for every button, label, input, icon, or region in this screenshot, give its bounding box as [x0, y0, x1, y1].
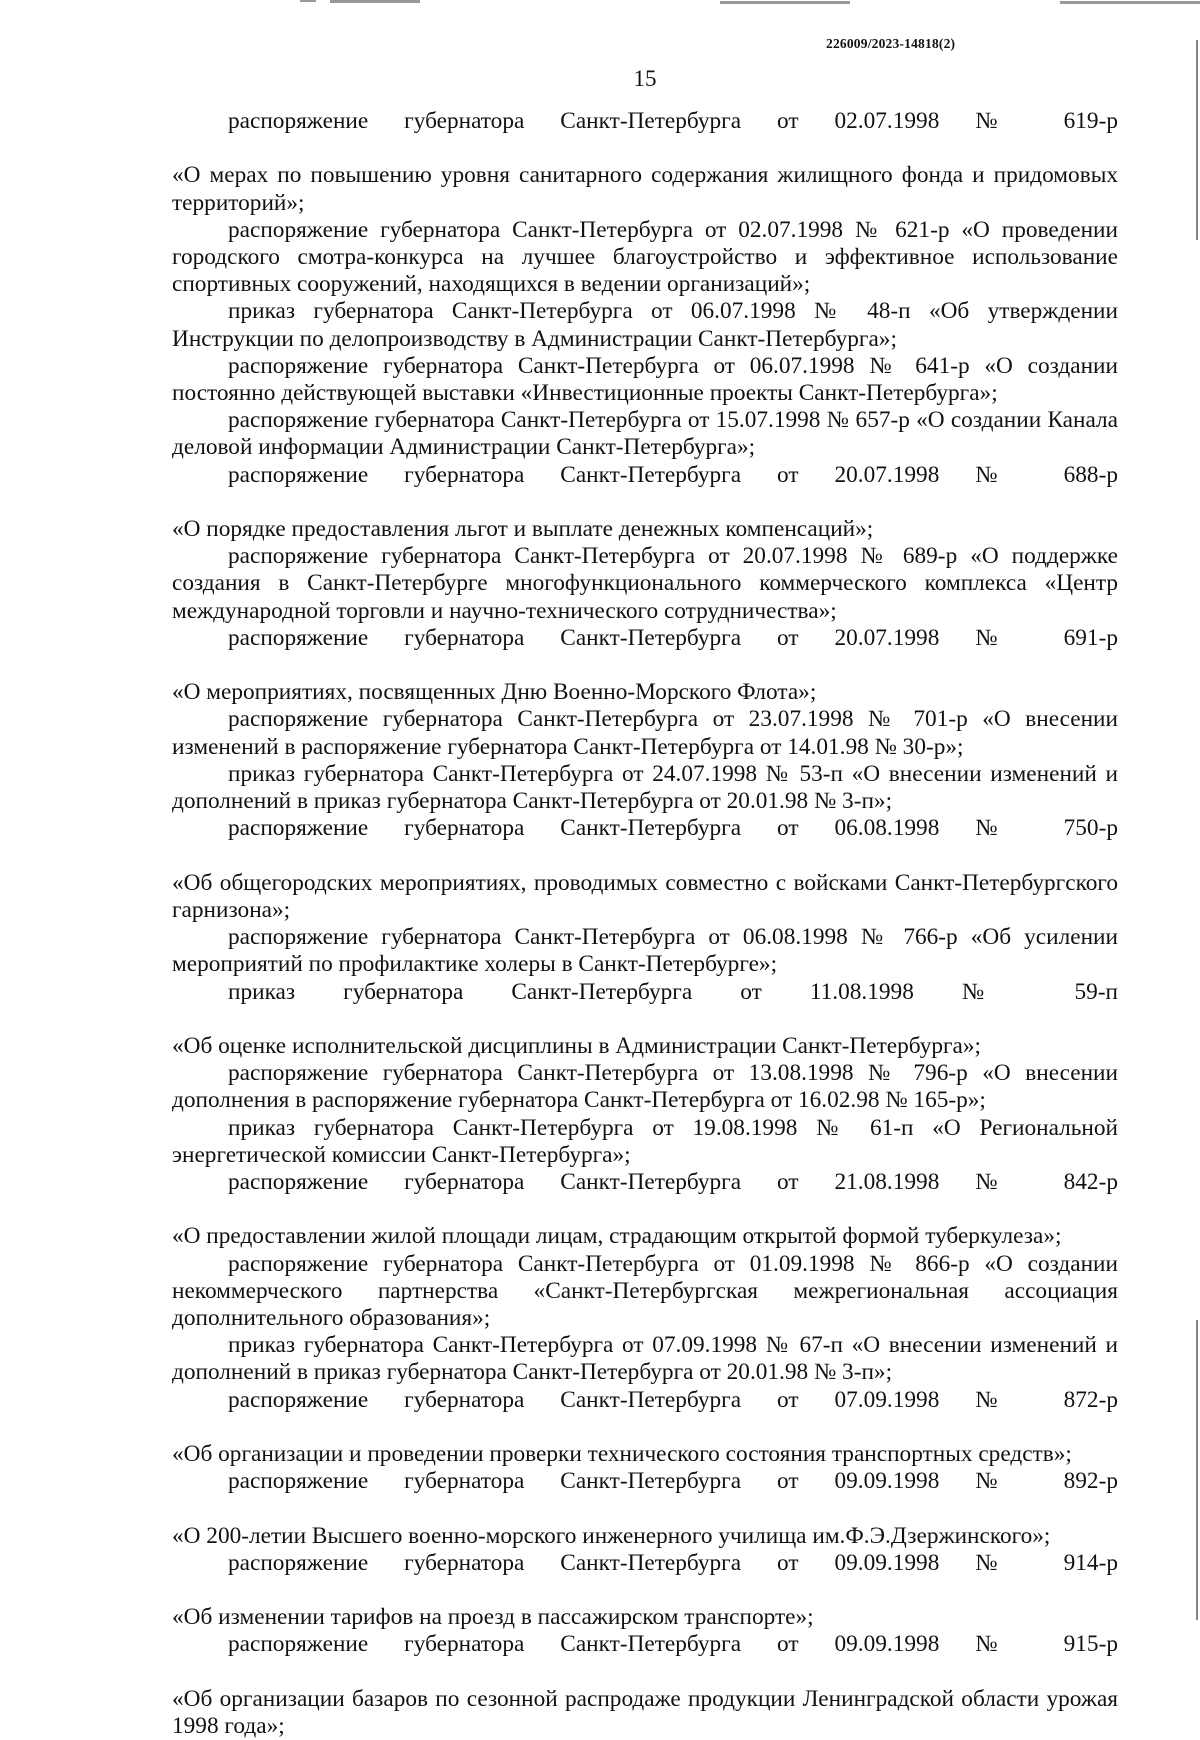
document-entry	[172, 1387, 1118, 1469]
document-entry	[172, 217, 1118, 299]
document-entry	[172, 1060, 1118, 1114]
document-entry	[172, 815, 1118, 924]
document-entry	[172, 108, 1118, 217]
entry-text: распоряжение губернатора Санкт-Петербурга от 06.07.1998 № 641-р «О создании постоянно действующей выставки «Инвестиционные проекты Санкт-Петербурга»;	[172, 352, 1118, 407]
document-entry	[172, 1115, 1118, 1169]
document-entry	[172, 298, 1118, 352]
entry-title: «О 200-летии Высшего военно-морского инженерного училища им.Ф.Э.Дзержинского»;	[172, 1522, 1051, 1549]
scan-edge-right-lower	[1196, 1320, 1198, 1620]
document-entry	[172, 1251, 1118, 1333]
entry-title: «Об изменении тарифов на проезд в пассажирском транспорте»;	[172, 1604, 814, 1631]
entry-text: распоряжение губернатора Санкт-Петербурга от 02.07.1998 № 621-р «О проведении городского смотра-конкурса на лучшее благоустройство и эффективное использование спортивных сооружений, находящихся в ведении организаций»;	[172, 216, 1118, 298]
entry-heading-line: распоряжение губернатора Санкт-Петербурга от 20.07.1998 № 691-р	[228, 624, 1118, 651]
entry-text: распоряжение губернатора Санкт-Петербурга от 13.08.1998 № 796-р «О внесении дополнения в распоряжение губернатора Санкт-Петербурга от 16.02.98 № 165-р»;	[172, 1060, 1118, 1114]
entry-title: «О порядке предоставления льгот и выплате денежных компенсаций»;	[172, 516, 874, 543]
entry-heading-line: распоряжение губернатора Санкт-Петербурга от 20.07.1998 № 688-р	[228, 461, 1118, 488]
document-entry	[172, 462, 1118, 544]
entry-title: «Об организации и проведении проверки технического состояния транспортных средств»;	[172, 1440, 1072, 1467]
document-entry	[172, 1468, 1118, 1550]
entry-heading-line: распоряжение губернатора Санкт-Петербурга от 09.09.1998 № 915-р	[228, 1631, 1118, 1658]
document-entry	[172, 353, 1118, 407]
scan-artifact-top-left	[300, 0, 316, 2]
document-entry	[172, 924, 1118, 978]
entry-text: распоряжение губернатора Санкт-Петербурга от 06.08.1998 № 766-р «Об усилении мероприятий по профилактике холеры в Санкт-Петербурге»;	[172, 924, 1118, 978]
entry-text: распоряжение губернатора Санкт-Петербурга от 15.07.1998 № 657-р «О создании Канала деловой информации Администрации Санкт-Петербурга»;	[172, 407, 1118, 461]
entry-heading-line: распоряжение губернатора Санкт-Петербурга от 06.08.1998 № 750-р	[228, 815, 1118, 842]
entry-heading-line: распоряжение губернатора Санкт-Петербурга от 02.07.1998 № 619-р	[228, 108, 1118, 134]
page-number: 15	[633, 66, 657, 91]
document-entry	[172, 1332, 1118, 1386]
scan-artifact-top-center	[330, 0, 420, 3]
document-body	[172, 108, 1118, 1740]
entry-title: «Об организации базаров по сезонной распродаже продукции Ленинградской области урожая 1998 года»;	[172, 1685, 1118, 1739]
document-entry	[172, 1631, 1118, 1740]
entry-title: «О предоставлении жилой площади лицам, страдающим открытой формой туберкулеза»;	[172, 1223, 1062, 1250]
entry-text: приказ губернатора Санкт-Петербурга от 24.07.1998 № 53-п «О внесении изменений и дополнений в приказ губернатора Санкт-Петербурга от 20.01.98 № 3-п»;	[172, 760, 1118, 815]
entry-heading-line: приказ губернатора Санкт-Петербурга от 11.08.1998 № 59-п	[228, 978, 1118, 1005]
document-entry	[172, 706, 1118, 760]
entry-heading-line: распоряжение губернатора Санкт-Петербурга от 07.09.1998 № 872-р	[228, 1386, 1118, 1413]
scan-artifact-top-right-2	[1060, 1, 1200, 4]
entry-heading-line: распоряжение губернатора Санкт-Петербурга от 21.08.1998 № 842-р	[228, 1168, 1118, 1195]
entry-text: приказ губернатора Санкт-Петербурга от 19.08.1998 № 61-п «О Региональной энергетической комиссии Санкт-Петербурга»;	[172, 1114, 1118, 1168]
document-entry	[172, 761, 1118, 815]
entry-text: приказ губернатора Санкт-Петербурга от 06.07.1998 № 48-п «Об утверждении Инструкции по делопроизводству в Администрации Санкт-Петербурга»;	[172, 298, 1118, 352]
document-entry	[172, 1550, 1118, 1632]
document-entry	[172, 625, 1118, 707]
entry-text: приказ губернатора Санкт-Петербурга от 07.09.1998 № 67-п «О внесении изменений и дополнений в приказ губернатора Санкт-Петербурга от 20.01.98 № 3-п»;	[172, 1332, 1118, 1386]
entry-title: «Об общегородских мероприятиях, проводимых совместно с войсками Санкт-Петербургского гарнизона»;	[172, 869, 1118, 923]
entry-text: распоряжение губернатора Санкт-Петербурга от 01.09.1998 № 866-р «О создании некоммерческого партнерства «Санкт-Петербургская межрегиональная ассоциация дополнительного образования»;	[172, 1250, 1118, 1331]
entry-title: «О мерах по повышению уровня санитарного содержания жилищного фонда и придомовых территорий»;	[172, 162, 1118, 216]
entry-title: «Об оценке исполнительской дисциплины в Администрации Санкт-Петербурга»;	[172, 1032, 982, 1059]
entry-heading-line: распоряжение губернатора Санкт-Петербурга от 09.09.1998 № 914-р	[228, 1549, 1118, 1576]
entry-text: распоряжение губернатора Санкт-Петербурга от 23.07.1998 № 701-р «О внесении изменений в распоряжение губернатора Санкт-Петербурга от 14.01.98 № 30-р»;	[172, 706, 1118, 760]
document-entry	[172, 1169, 1118, 1251]
document-entry	[172, 543, 1118, 625]
entry-text: распоряжение губернатора Санкт-Петербурга от 20.07.1998 № 689-р «О поддержке создания в Санкт-Петербурге многофункционального коммерческого комплекса «Центр международной торговли и научно-технического сотрудничества»;	[172, 543, 1118, 624]
document-entry	[172, 407, 1118, 461]
entry-heading-line: распоряжение губернатора Санкт-Петербурга от 09.09.1998 № 892-р	[228, 1468, 1118, 1495]
document-number: 226009/2023-14818(2)	[826, 36, 956, 51]
entry-title: «О мероприятиях, посвященных Дню Военно-Морского Флота»;	[172, 679, 817, 706]
scan-artifact-top-right-1	[720, 1, 850, 4]
document-entry	[172, 979, 1118, 1061]
